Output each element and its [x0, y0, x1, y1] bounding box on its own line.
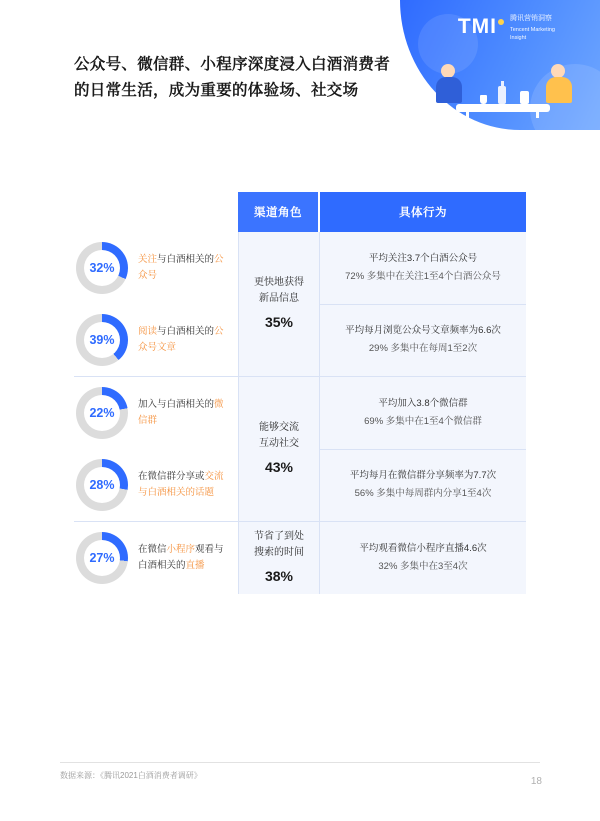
- table-row: [74, 232, 526, 377]
- donut-value: 32%: [84, 250, 120, 286]
- table-body: [74, 232, 526, 594]
- donut-metric: [74, 449, 238, 521]
- label-text: 观看与白酒相关: [138, 543, 224, 571]
- behavior-main-text: 平均每月浏览公众号文章频率为6.6次: [345, 325, 501, 337]
- table-leg: [536, 111, 539, 118]
- label-highlight: 公众号: [138, 253, 224, 281]
- label-text: 加入与白酒相关: [138, 398, 205, 410]
- donut-cell: [74, 232, 238, 376]
- footer-source: 数据来源：《腾讯2021白酒消费者调研》: [60, 771, 202, 780]
- donut-label: [138, 324, 230, 356]
- role-label: 更快地获得 新品信息: [254, 276, 304, 304]
- behavior-sub-text: 69% 多集中在1至4个微信群: [364, 415, 482, 427]
- donut-value: 22%: [84, 395, 120, 431]
- behavior-sub-text: 56% 多集中每周群内分享1至4次: [354, 488, 492, 500]
- behavior-main-text: 平均每月在微信群分享频率为7.7次: [349, 470, 497, 482]
- role-cell: [238, 232, 319, 376]
- tmi-logo-text: TMI: [457, 15, 497, 38]
- label-highlight: 公众号文章: [138, 325, 224, 353]
- behavior-sub-text: 29% 多集中在每周1至2次: [368, 343, 478, 355]
- label-text: 在微信群分享或: [138, 470, 205, 482]
- table-leg: [466, 111, 469, 118]
- donut-metric: [74, 522, 238, 594]
- label-highlight: 交流与白酒相关的话题: [138, 470, 224, 498]
- header-spacer: [74, 192, 238, 232]
- donut-chart: [76, 459, 128, 511]
- label-text: 的: [204, 253, 215, 265]
- phone-icon: [520, 91, 529, 104]
- donut-label: [138, 469, 230, 501]
- tmi-logo-dot: [498, 19, 504, 25]
- donut-metric: [74, 304, 238, 376]
- label-text: 与白酒相关: [157, 253, 205, 265]
- column-header-behavior: 具体行为: [320, 192, 526, 232]
- cup-icon: [480, 95, 487, 104]
- behavior-main-text: 平均加入3.8个微信群: [378, 397, 468, 409]
- page-header: [0, 0, 600, 130]
- people-at-table-illustration: [428, 50, 578, 118]
- behavior-cell: [319, 232, 526, 376]
- table-header-row: [74, 192, 526, 232]
- person-right-icon: [544, 64, 574, 104]
- role-percent: 35%: [264, 313, 294, 330]
- donut-metric: [74, 232, 238, 304]
- donut-metric: [74, 377, 238, 449]
- label-text: 在微信: [138, 543, 167, 555]
- donut-cell: [74, 377, 238, 521]
- role-label: 节省了到处 搜索的时间: [254, 530, 304, 558]
- behavior-entry: [320, 232, 526, 304]
- donut-chart: [76, 387, 128, 439]
- table-row: [74, 522, 526, 594]
- page-number: 18: [530, 776, 542, 787]
- role-percent: 43%: [264, 458, 294, 475]
- tmi-logo: [458, 16, 504, 37]
- behavior-entry: [320, 449, 526, 522]
- donut-label: [138, 542, 230, 574]
- footer-divider: [60, 762, 540, 763]
- tmi-logo-en: Tencent Marketing Insight: [510, 26, 555, 41]
- bottle-icon: [498, 86, 506, 104]
- role-percent: 38%: [264, 567, 294, 584]
- tmi-logo-cn: 腾讯营销洞察: [510, 15, 552, 22]
- role-cell: [238, 377, 319, 521]
- donut-chart: [76, 314, 128, 366]
- donut-cell: [74, 522, 238, 594]
- donut-value: 27%: [84, 540, 120, 576]
- role-cell: [238, 522, 319, 594]
- label-highlight: 关注: [138, 253, 158, 265]
- behavior-cell: [319, 377, 526, 521]
- label-text: 的: [204, 398, 215, 410]
- data-table: [74, 192, 526, 594]
- behavior-entry: [320, 304, 526, 377]
- label-highlight: 阅读: [138, 325, 158, 337]
- label-highlight: 微信群: [138, 398, 224, 426]
- person-left-icon: [434, 64, 464, 104]
- donut-chart: [76, 532, 128, 584]
- behavior-entry: [320, 522, 526, 594]
- label-text: 与白酒相关: [157, 325, 205, 337]
- column-header-role: 渠道角色: [238, 192, 318, 232]
- behavior-entry: [320, 377, 526, 449]
- behavior-sub-text: 32% 多集中在3至4次: [378, 561, 468, 572]
- label-highlight: 直播: [185, 560, 205, 571]
- page-title: 公众号、微信群、小程序深度浸入白酒消费者的日常生活，成为重要的体验场、社交场: [74, 56, 391, 99]
- donut-label: [138, 252, 230, 284]
- label-highlight: 小程序: [166, 543, 196, 555]
- donut-value: 28%: [84, 467, 120, 503]
- behavior-sub-text: 72% 多集中在关注1至4个白酒公众号: [345, 270, 501, 282]
- table-row: [74, 377, 526, 522]
- label-text: 的: [204, 325, 215, 337]
- role-label: 能够交流 互动社交: [259, 421, 299, 449]
- behavior-main-text: 平均观看微信小程序直播4.6次: [359, 542, 487, 554]
- behavior-cell: [319, 522, 526, 594]
- behavior-main-text: 平均关注3.7个白酒公众号: [368, 252, 478, 264]
- label-text: 的: [176, 560, 186, 571]
- donut-label: [138, 397, 230, 429]
- donut-chart: [76, 242, 128, 294]
- tmi-logo-subtitle: [510, 14, 572, 42]
- donut-value: 39%: [84, 322, 120, 358]
